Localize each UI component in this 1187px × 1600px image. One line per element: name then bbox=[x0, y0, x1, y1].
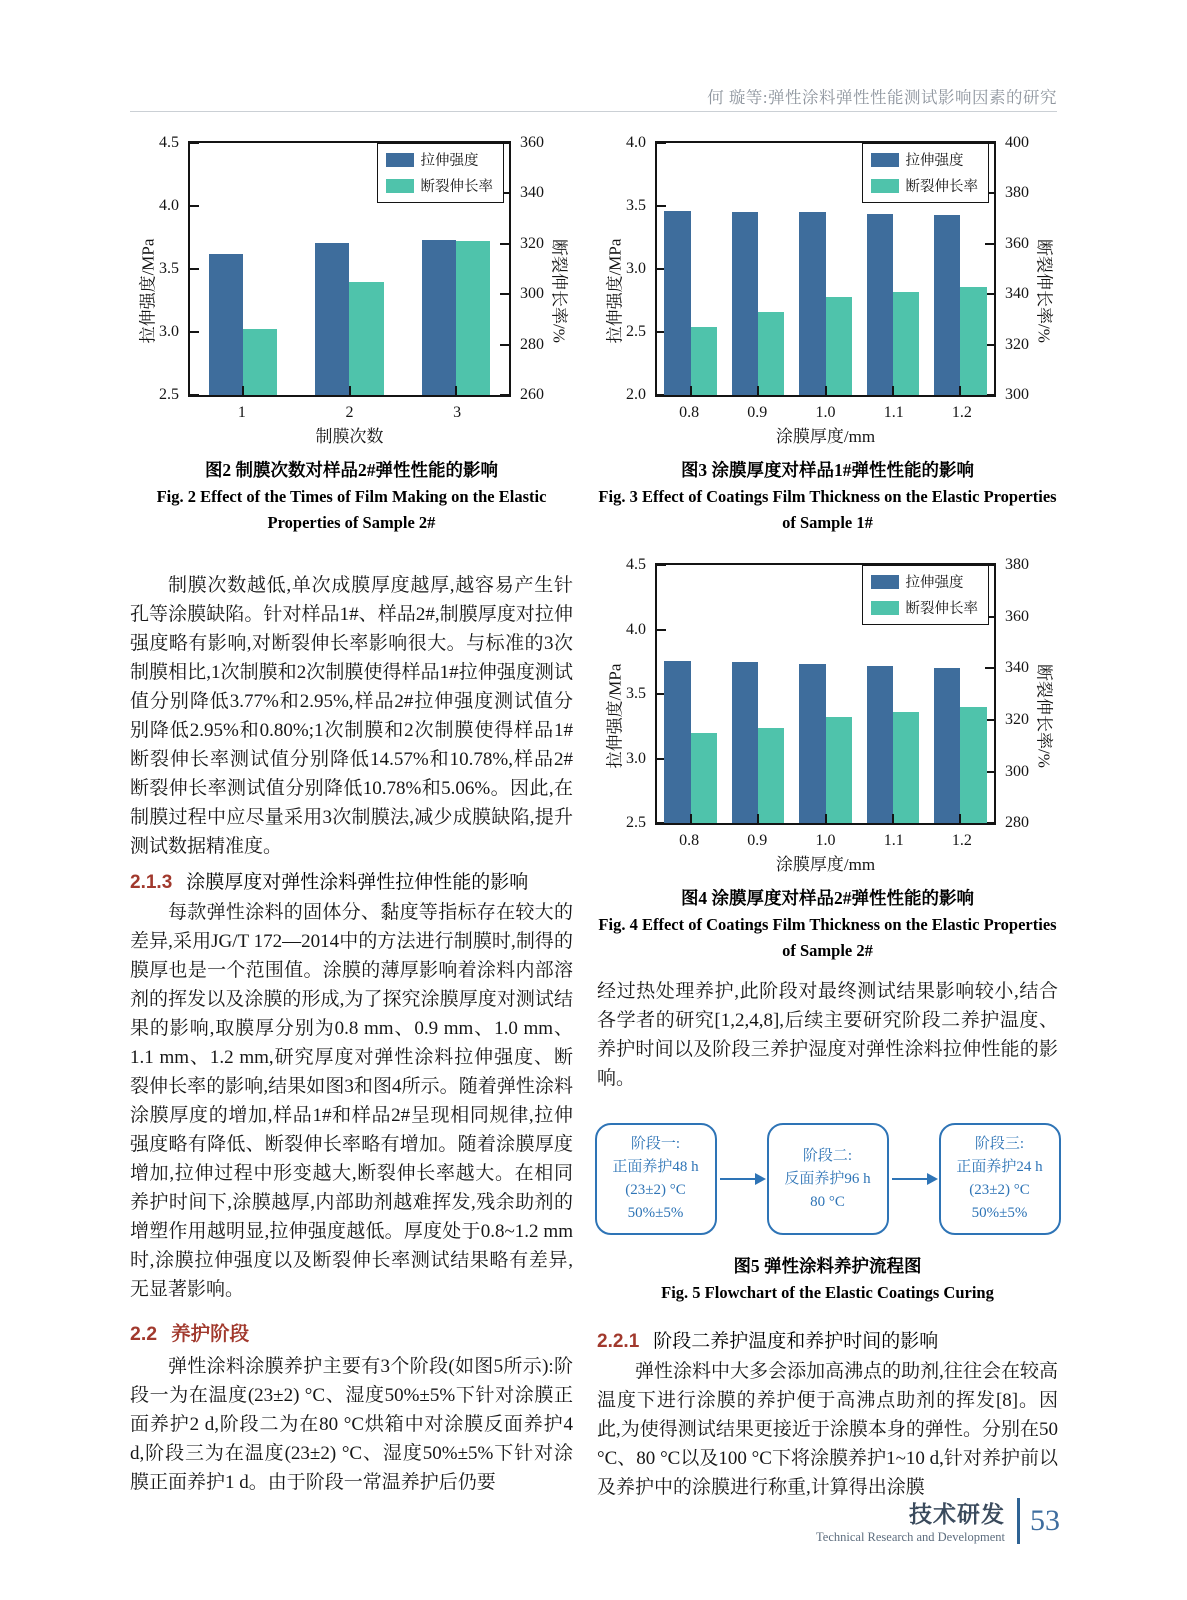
x-tick-labels bbox=[188, 404, 511, 422]
x-tick-label: 1.0 bbox=[815, 404, 836, 421]
x-tick-label: 0.8 bbox=[679, 832, 700, 850]
flow-stage-line: 正面养护48 h bbox=[612, 1159, 699, 1176]
x-tick-label: 1.0 bbox=[815, 832, 836, 850]
figure4-chart bbox=[597, 557, 1058, 875]
figure2-caption-zh: 图2 制膜次数对样品2#弹性性能的影响 bbox=[204, 460, 499, 480]
page-footer bbox=[816, 1496, 1060, 1545]
left-axis-title: 拉伸强度/MPa bbox=[138, 238, 158, 344]
bar-拉伸强度 bbox=[315, 243, 349, 395]
bar-拉伸强度 bbox=[867, 214, 893, 395]
flow-stage-line: 阶段二: bbox=[802, 1147, 853, 1164]
figure5-flowchart bbox=[597, 1123, 1058, 1235]
running-head-title: 何 璇等:弹性涂料弹性性能测试影响因素的研究 bbox=[707, 88, 1057, 107]
x-tick-mark bbox=[757, 814, 759, 823]
legend-row bbox=[386, 149, 494, 170]
bar-group bbox=[792, 143, 859, 395]
bar-拉伸强度 bbox=[867, 666, 893, 823]
bar-拉伸强度 bbox=[422, 240, 456, 395]
flow-stage-line: 80 °C bbox=[810, 1193, 845, 1210]
x-tick-mark bbox=[825, 814, 827, 823]
bar-拉伸强度 bbox=[934, 215, 960, 395]
right-tick-label: 380 bbox=[1005, 184, 1029, 202]
heading-2-2-number: 2.2 bbox=[130, 1323, 158, 1346]
footer-divider bbox=[1017, 1498, 1020, 1544]
x-tick-mark bbox=[690, 386, 692, 395]
flow-stage-line: 50%±5% bbox=[971, 1205, 1028, 1222]
bar-group bbox=[657, 143, 724, 395]
x-axis-title: 涂膜厚度/mm bbox=[775, 427, 876, 446]
bar-group bbox=[724, 565, 791, 823]
bar-group bbox=[724, 143, 791, 395]
x-tick-label: 0.9 bbox=[747, 404, 768, 421]
legend-row bbox=[871, 175, 979, 196]
right-tick-label: 300 bbox=[1005, 762, 1029, 780]
left-tick-label: 2.0 bbox=[626, 386, 646, 403]
x-axis-title: 涂膜厚度/mm bbox=[775, 855, 876, 875]
x-tick-mark bbox=[892, 386, 894, 395]
bar-断裂伸长率 bbox=[893, 712, 919, 823]
footer-section-en: Technical Research and Development bbox=[816, 1530, 1005, 1544]
right-tick-label: 360 bbox=[1005, 234, 1029, 252]
flow-stage-3 bbox=[939, 1123, 1061, 1235]
bar-拉伸强度 bbox=[934, 668, 960, 823]
paragraph-stage2-temperature: 弹性涂料中大多会添加高沸点的助剂,往往会在较高温度下进行涂膜的养护便于高沸点助剂的挥发[8]。因此,为使得测试结果更接近于涂膜本身的弹性。分别在50 °C、80 °C以及100 °C下将涂膜养护1~10 d,针对养护前以及养护中的涂膜进行称重,计算得出涂膜 bbox=[597, 1360, 1058, 1498]
bar-拉伸强度 bbox=[664, 661, 690, 824]
figure5-caption-zh: 图5 弹性涂料养护流程图 bbox=[733, 1256, 922, 1277]
x-tick-mark bbox=[959, 814, 961, 823]
left-tick-label: 2.5 bbox=[626, 814, 646, 832]
left-tick-label: 3.0 bbox=[626, 749, 646, 767]
right-tick-label: 360 bbox=[1005, 607, 1029, 625]
figure3-caption-en: Fig. 3 Effect of Coatings Film Thickness on the Elastic Properties of Sample 1# bbox=[598, 487, 1057, 532]
heading-2-1-3-number: 2.1.3 bbox=[130, 872, 173, 894]
figure-2 bbox=[130, 135, 573, 535]
right-tick-label: 320 bbox=[1005, 710, 1029, 728]
bar-断裂伸长率 bbox=[349, 282, 383, 395]
x-tick-label: 3 bbox=[453, 404, 462, 421]
footer-section bbox=[816, 1496, 1005, 1545]
right-column bbox=[597, 128, 1058, 1502]
legend-row bbox=[386, 175, 494, 196]
left-tick-label: 2.5 bbox=[626, 323, 646, 340]
x-tick-mark bbox=[349, 386, 351, 395]
plot-area bbox=[159, 134, 544, 403]
chart-legend bbox=[862, 143, 990, 203]
bar-断裂伸长率 bbox=[826, 297, 852, 395]
left-tick-label: 4.0 bbox=[159, 197, 179, 214]
flow-stage-line: 阶段三: bbox=[974, 1136, 1025, 1153]
x-tick-label: 1.2 bbox=[951, 832, 972, 850]
left-tick-label: 3.0 bbox=[159, 323, 179, 340]
footer-section-zh: 技术研发 bbox=[909, 1501, 1005, 1527]
right-tick-label: 320 bbox=[520, 234, 544, 252]
figure-4 bbox=[597, 557, 1058, 963]
figure-3 bbox=[597, 135, 1058, 535]
x-tick-mark bbox=[959, 386, 961, 395]
bar-group bbox=[792, 565, 859, 823]
footer-page-number: 53 bbox=[1030, 1503, 1060, 1537]
flow-stage-line: 阶段一: bbox=[630, 1136, 681, 1153]
left-axis-title: 拉伸强度/MPa bbox=[605, 238, 625, 344]
bar-断裂伸长率 bbox=[243, 329, 277, 395]
bar-断裂伸长率 bbox=[758, 312, 784, 395]
x-tick-label: 1.1 bbox=[883, 832, 904, 850]
x-tick-mark bbox=[242, 386, 244, 395]
x-axis-title: 制膜次数 bbox=[315, 427, 384, 446]
left-tick-label: 4.0 bbox=[626, 134, 646, 151]
x-tick-label: 0.8 bbox=[679, 404, 700, 421]
x-tick-label: 2 bbox=[345, 404, 354, 421]
right-tick-label: 400 bbox=[1005, 134, 1029, 151]
figure4-caption-en: Fig. 4 Effect of Coatings Film Thickness on the Elastic Properties of Sample 2# bbox=[598, 915, 1057, 960]
x-tick-label: 1.1 bbox=[883, 404, 904, 421]
left-tick-label: 3.5 bbox=[159, 260, 179, 277]
flow-stage-line: 反面养护96 h bbox=[784, 1170, 871, 1187]
legend-label: 断裂伸长率 bbox=[905, 179, 978, 195]
bar-断裂伸长率 bbox=[691, 733, 717, 823]
flow-arrow bbox=[892, 1178, 936, 1180]
right-tick-label: 280 bbox=[1005, 814, 1029, 832]
left-axis-title: 拉伸强度/MPa bbox=[605, 663, 625, 769]
bar-断裂伸长率 bbox=[826, 717, 852, 823]
right-tick-label: 300 bbox=[520, 285, 544, 303]
bar-断裂伸长率 bbox=[691, 327, 717, 395]
x-tick-labels bbox=[655, 832, 996, 850]
flow-stage-1 bbox=[595, 1123, 717, 1235]
heading-2-1-3-title: 涂膜厚度对弹性涂料弹性拉伸性能的影响 bbox=[186, 872, 529, 894]
header-rule bbox=[130, 111, 1057, 112]
legend-swatch-拉伸强度 bbox=[871, 575, 899, 589]
bar-断裂伸长率 bbox=[893, 292, 919, 395]
legend-row bbox=[871, 571, 979, 592]
flow-stage-line: 正面养护24 h bbox=[956, 1159, 1043, 1176]
figure2-chart bbox=[130, 135, 573, 447]
legend-row bbox=[871, 597, 979, 618]
right-tick-label: 280 bbox=[520, 335, 544, 353]
left-column bbox=[130, 128, 573, 1497]
bar-断裂伸长率 bbox=[960, 287, 986, 395]
right-tick-label: 260 bbox=[520, 386, 544, 403]
flow-stage-line: (23±2) °C bbox=[969, 1182, 1030, 1199]
bar-拉伸强度 bbox=[799, 212, 825, 395]
x-tick-labels bbox=[655, 404, 996, 422]
flow-stage-2 bbox=[767, 1123, 889, 1235]
x-tick-label: 1.2 bbox=[951, 404, 972, 421]
x-tick-mark bbox=[825, 386, 827, 395]
figure3-chart bbox=[597, 135, 1058, 447]
bar-group bbox=[190, 143, 296, 395]
right-tick-label: 340 bbox=[520, 184, 544, 202]
right-tick-label: 300 bbox=[1005, 386, 1029, 403]
paragraph-heat-curing: 经过热处理养护,此阶段对最终测试结果影响较小,结合各学者的研究[1,2,4,8],后续主要研究阶段二养护温度、养护时间以及阶段三养护湿度对弹性涂料拉伸性能的影响。 bbox=[597, 981, 1058, 1090]
heading-2-2-title: 养护阶段 bbox=[171, 1324, 250, 1346]
bar-断裂伸长率 bbox=[758, 728, 784, 823]
x-tick-label: 1 bbox=[237, 404, 246, 421]
left-tick-label: 3.5 bbox=[626, 197, 646, 214]
right-axis-title: 断裂伸长率/% bbox=[1034, 664, 1054, 769]
legend-swatch-断裂伸长率 bbox=[871, 601, 899, 615]
bar-拉伸强度 bbox=[664, 211, 690, 395]
bar-断裂伸长率 bbox=[960, 707, 986, 823]
legend-row bbox=[871, 149, 979, 170]
bar-拉伸强度 bbox=[209, 254, 243, 395]
heading-2-2-1-number: 2.2.1 bbox=[597, 1330, 640, 1352]
figure3-caption-zh: 图3 涂膜厚度对样品1#弹性性能的影响 bbox=[680, 460, 975, 480]
right-tick-label: 380 bbox=[1005, 556, 1029, 574]
paragraph-film-times: 制膜次数越低,单次成膜厚度越厚,越容易产生针孔等涂膜缺陷。针对样品1#、样品2#,制膜厚度对拉伸强度略有影响,对断裂伸长率影响很大。与标准的3次制膜相比,1次制膜和2次制膜使得样品1#拉伸强度测试值分别降低3.77%和2.95%,样品2#拉伸强度测试值分别降低2.95%和0.80%;1次制膜和2次制膜使得样品1#断裂伸长率测试值分别降低14.57%和10.78%,样品2#断裂伸长率测试值分别降低10.78%和5.06%。因此,在制膜过程中应尽量采用3次制膜法,减少成膜缺陷,提升测试数据精准度。 bbox=[130, 575, 573, 858]
heading-2-1-3 bbox=[130, 867, 573, 894]
bar-断裂伸长率 bbox=[456, 241, 490, 395]
x-tick-mark bbox=[690, 814, 692, 823]
right-tick-label: 340 bbox=[1005, 659, 1029, 677]
figure5-caption-en: Fig. 5 Flowchart of the Elastic Coatings Curing bbox=[661, 1283, 994, 1303]
flow-arrow bbox=[720, 1178, 764, 1180]
heading-2-2-1 bbox=[597, 1326, 1058, 1353]
legend-label: 断裂伸长率 bbox=[420, 179, 493, 195]
legend-swatch-断裂伸长率 bbox=[386, 179, 414, 193]
heading-2-2 bbox=[130, 1318, 573, 1346]
chart-legend bbox=[377, 143, 505, 203]
paragraph-film-thickness: 每款弹性涂料的固体分、黏度等指标存在较大的差异,采用JG/T 172—2014中的方法进行制膜时,制得的膜厚也是一个范围值。涂膜的薄厚影响着涂料内部溶剂的挥发以及涂膜的形成,为了探究涂膜厚度对测试结果的影响,取膜厚分别为0.8 mm、0.9 mm、1.0 mm、1.1 mm、1.2 mm,研究厚度对弹性涂料拉伸强度、断裂伸长率的影响,结果如图3和图4所示。随着弹性涂料涂膜厚度的增加,样品1#和样品2#呈现相同规律,拉伸强度略有降低、断裂伸长率略有增加。随着涂膜厚度增加,拉伸过程中形变越大,断裂伸长率越大。在相同养护时间下,涂膜越厚,内部助剂越难挥发,残余助剂的增塑作用越明显,拉伸强度越低。厚度处于0.8~1.2 mm时,涂膜拉伸强度以及断裂伸长率测试结果略有差异,无显著影响。 bbox=[130, 902, 573, 1301]
x-tick-mark bbox=[455, 386, 457, 395]
heading-2-2-1-title: 阶段二养护温度和养护时间的影响 bbox=[653, 1330, 939, 1352]
legend-swatch-拉伸强度 bbox=[871, 153, 899, 167]
figure2-caption-en: Fig. 2 Effect of the Times of Film Making on the Elastic Properties of Sample 2# bbox=[156, 487, 547, 532]
legend-swatch-断裂伸长率 bbox=[871, 179, 899, 193]
plot-area bbox=[626, 134, 1029, 403]
plot-area bbox=[626, 556, 1029, 832]
left-tick-label: 4.0 bbox=[626, 620, 646, 638]
x-tick-mark bbox=[757, 386, 759, 395]
left-tick-label: 4.5 bbox=[159, 134, 179, 151]
legend-label: 拉伸强度 bbox=[905, 575, 964, 592]
bar-拉伸强度 bbox=[799, 664, 825, 823]
flow-stage-line: (23±2) °C bbox=[625, 1182, 686, 1199]
right-tick-label: 360 bbox=[520, 134, 544, 151]
legend-label: 拉伸强度 bbox=[420, 153, 479, 169]
paragraph-curing-stages: 弹性涂料涂膜养护主要有3个阶段(如图5所示):阶段一为在温度(23±2) °C、湿度50%±5%下针对涂膜正面养护2 d,阶段二为在80 °C烘箱中对涂膜反面养护4 d,阶段三为在温度(23±2) °C、湿度50%±5%下针对涂膜正面养护1 d。由于阶段一常温养护后仍要 bbox=[130, 1356, 573, 1494]
left-tick-label: 4.5 bbox=[626, 556, 646, 574]
bar-拉伸强度 bbox=[732, 662, 758, 823]
right-tick-label: 320 bbox=[1005, 335, 1029, 353]
right-tick-label: 340 bbox=[1005, 285, 1029, 303]
bar-group bbox=[657, 565, 724, 823]
right-axis-title: 断裂伸长率/% bbox=[549, 239, 569, 343]
bar-拉伸强度 bbox=[732, 212, 758, 395]
x-tick-mark bbox=[892, 814, 894, 823]
chart-legend bbox=[862, 565, 990, 625]
legend-swatch-拉伸强度 bbox=[386, 153, 414, 167]
left-tick-label: 3.5 bbox=[626, 685, 646, 703]
flow-stage-line: 50%±5% bbox=[627, 1205, 684, 1222]
legend-label: 断裂伸长率 bbox=[905, 601, 978, 618]
figure4-caption-zh: 图4 涂膜厚度对样品2#弹性性能的影响 bbox=[680, 888, 975, 909]
x-tick-label: 0.9 bbox=[747, 832, 768, 850]
left-tick-label: 3.0 bbox=[626, 260, 646, 277]
legend-label: 拉伸强度 bbox=[905, 153, 964, 169]
left-tick-label: 2.5 bbox=[159, 386, 179, 403]
right-axis-title: 断裂伸长率/% bbox=[1034, 239, 1054, 343]
